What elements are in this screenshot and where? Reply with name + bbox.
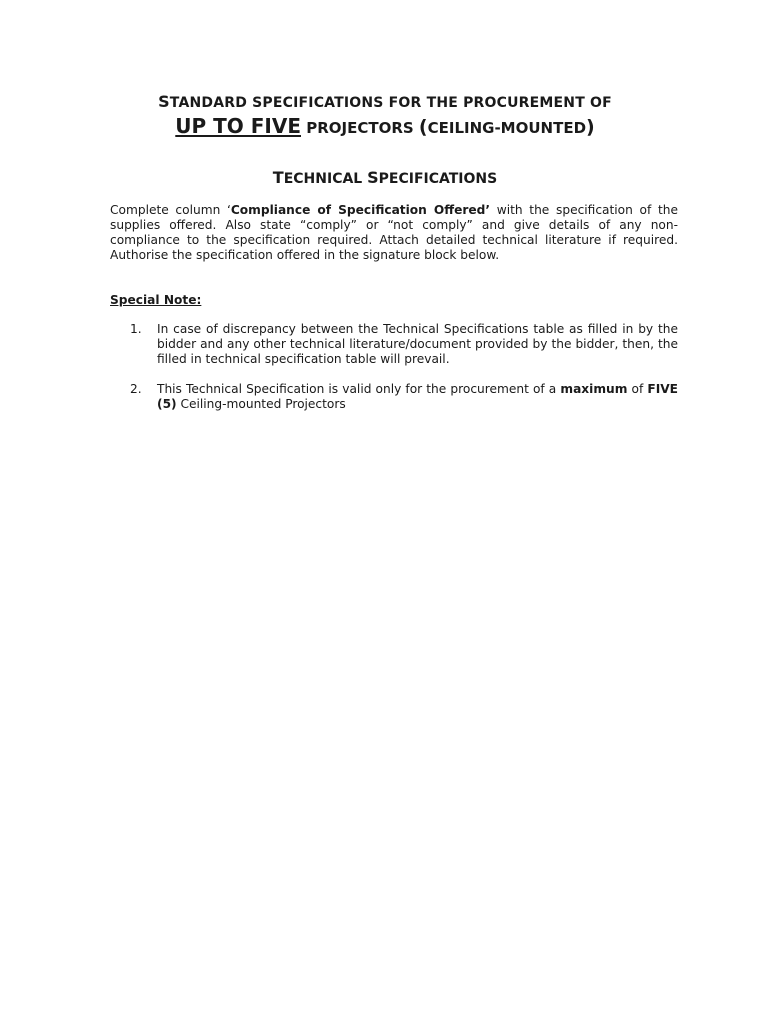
list-item-text (157, 382, 678, 412)
list-item-text: In case of discrepancy between the Technical Specifications table as filled in by the bidder and any other technical literature/document provided by the bidder, then, the filled in technical specification table will prevail. (157, 322, 678, 366)
intro-bold-text: Compliance of Specification Offered’ (230, 203, 491, 217)
intro-text-2: with the specification of the supplies offered. Also state “comply” or “not comply” and give details of any non-compliance to the specification required. Attach detailed technical literature if required. Authorise the specification offered in the signature block below. (110, 203, 678, 262)
intro-text-1: Complete column ‘ (110, 203, 231, 217)
intro-paragraph (110, 203, 678, 263)
special-note-heading: Special Note: (110, 293, 202, 307)
list-text-part: This Technical Specification is valid only for the procurement of a (157, 382, 561, 396)
document-title-line-1 (0, 92, 770, 111)
note-list-item-2 (130, 382, 678, 412)
list-bold-maximum: maximum (560, 382, 628, 396)
list-bold-count: FIVE (5) (157, 382, 678, 411)
note-list-item-1 (130, 322, 678, 367)
list-text-part: Ceiling-mounted Projectors (176, 397, 346, 411)
title-paren-open: ( (418, 116, 428, 138)
title-quantity: UP TO FIVE (175, 114, 301, 138)
list-text-part: of (627, 382, 648, 396)
section-heading (0, 168, 770, 187)
list-number: 1. (130, 322, 142, 336)
title-initial: S (158, 92, 170, 111)
document-title-line-2 (0, 114, 770, 138)
list-number: 2. (130, 382, 142, 396)
heading-initial-2: S (367, 168, 379, 187)
title-mounting: CEILING-MOUNTED (427, 119, 587, 137)
title-item: PROJECTORS (301, 119, 419, 137)
title-line-1-text: TANDARD SPECIFICATIONS FOR THE PROCUREMENT OF (169, 95, 612, 111)
heading-word-1: ECHNICAL (283, 171, 368, 187)
title-paren-close: ) (586, 116, 595, 138)
heading-word-2: PECIFICATIONS (378, 171, 498, 187)
heading-initial-1: T (272, 168, 284, 187)
